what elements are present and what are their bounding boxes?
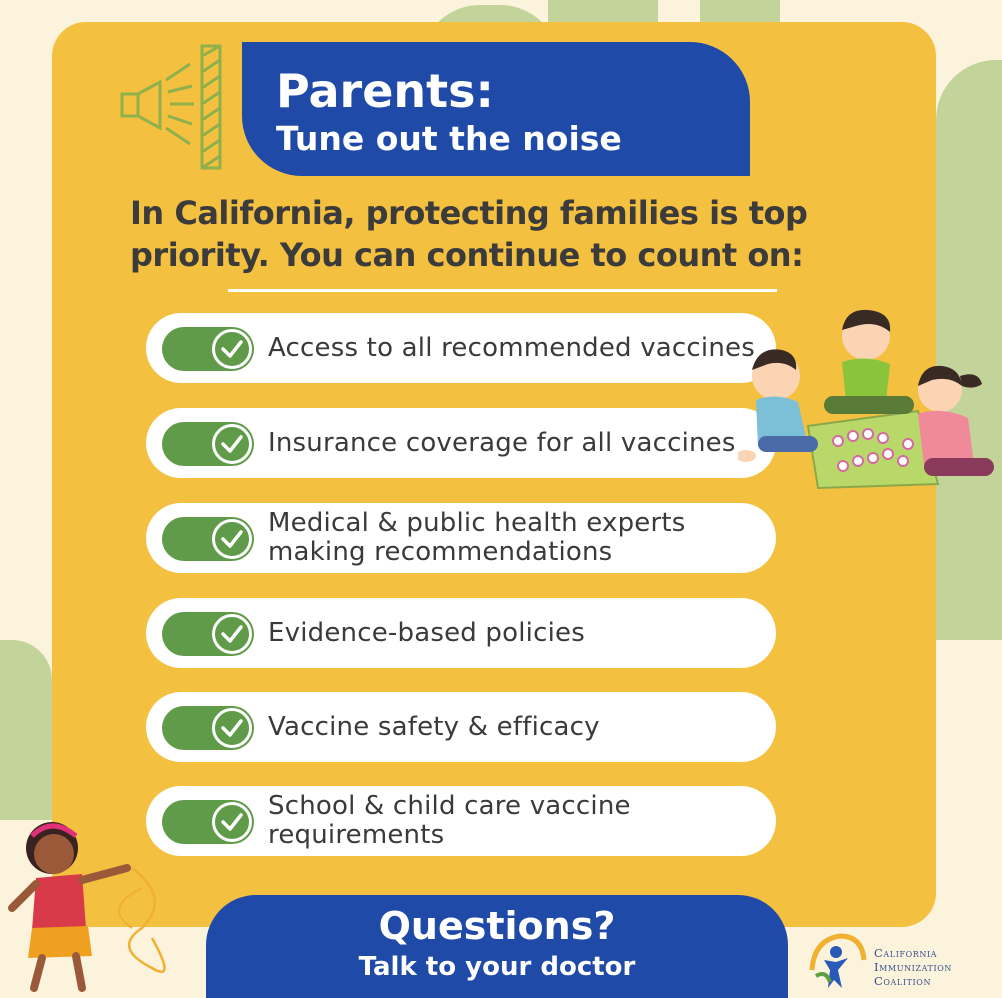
coalition-logo-text: California Immunization Coalition [874,946,952,988]
check-icon [212,708,252,748]
list-item-label: Medical & public health experts making recommendations [268,508,686,567]
title-banner [242,42,750,176]
toggle [162,422,254,466]
coalition-logo-icon [806,930,868,992]
background-leaf [0,640,52,820]
footer-question: Questions? [378,904,616,948]
list-item-label: Access to all recommended vaccines [268,332,755,363]
check-icon [212,519,252,559]
toggle [162,612,254,656]
intro-text: In California, protecting families is top priority. You can continue to count on: [130,194,808,274]
check-icon [212,802,252,842]
list-item [146,408,776,478]
toggle [162,706,254,750]
toggle [162,517,254,561]
list-item-label: School & child care vaccine requirements [268,791,631,850]
check-icon [212,424,252,464]
footer-subtext: Talk to your doctor [358,952,636,982]
list-item-label: Insurance coverage for all vaccines [268,427,736,458]
list-item [146,313,776,383]
check-icon [212,614,252,654]
divider [228,289,777,292]
list-item-label: Vaccine safety & efficacy [268,711,600,742]
children-playing-illustration [738,306,996,494]
list-item [146,692,776,762]
megaphone-icon [118,42,228,172]
page-subtitle: Tune out the noise [276,119,622,158]
list-item [146,503,776,573]
list-item [146,598,776,668]
coalition-logo [806,930,996,996]
check-icon [212,329,252,369]
footer-banner [206,895,788,998]
list-item-label: Evidence-based policies [268,617,585,648]
list-item [146,786,776,856]
toggle [162,327,254,371]
girl-dancing-illustration [2,808,177,998]
page-title: Parents: [276,64,494,118]
